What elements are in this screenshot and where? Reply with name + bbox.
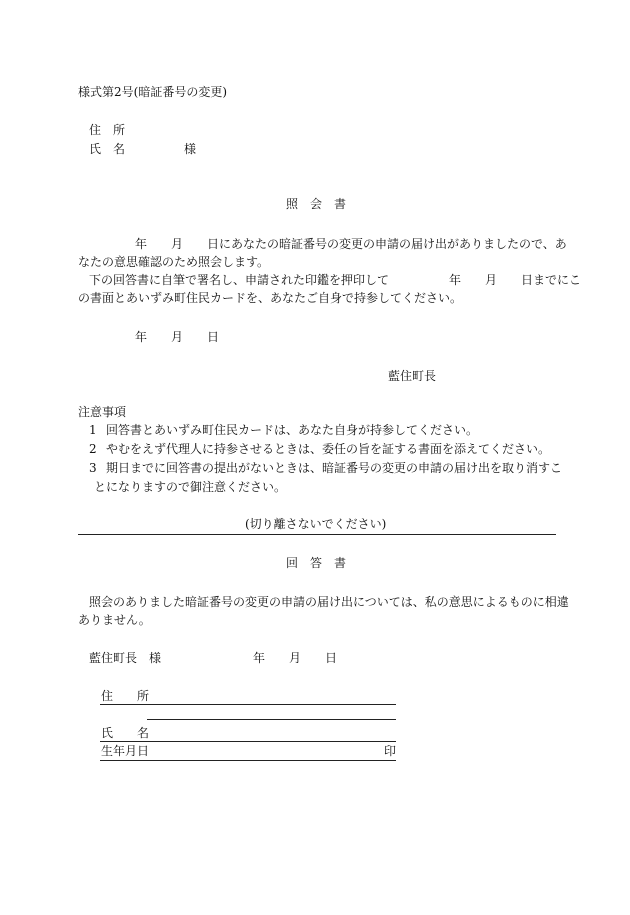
reply-body-line2: ありません。 [78,613,151,627]
cut-line-divider [78,534,556,535]
note-text: 期日までに回答書の提出がないときは、暗証番号の変更の申請の届け出を取り消すこ [106,461,563,475]
inquiry-date: 年 月 日 [135,330,220,344]
inquiry-para2-line1: 下の回答書に自筆で署名し、申請された印鑑を押印して 年 月 日までにこ [89,273,582,287]
note-text: やむをえず代理人に持参させるときは、委任の旨を証する書面を添えてください。 [106,442,551,456]
reply-body-line1: 照会のありました暗証番号の変更の申請の届け出については、私の意思によるものに相違 [89,595,569,609]
inquiry-title: 照 会 書 [286,197,347,211]
note-number: 3 [89,461,97,475]
address-continuation-underline [147,719,396,720]
seal-mark: 印 [384,744,397,758]
addressee-address-label: 住 所 [89,123,126,137]
notes-heading: 注意事項 [78,405,127,419]
form-label: 様式第2号(暗証番号の変更) [78,85,227,99]
reply-name-label: 氏 名 [101,726,150,740]
note-text-continuation: とになりますので御注意ください。 [94,480,287,494]
name-underline [100,741,396,742]
inquiry-para1-line1: 年 月 日にあなたの暗証番号の変更の申請の届け出がありましたので、あ [135,237,567,251]
reply-title: 回 答 書 [286,556,347,570]
note-number: 2 [89,442,97,456]
reply-date: 年 月 日 [253,651,338,665]
cut-notice: (切り離さないでください) [245,517,387,531]
address-underline [100,704,396,705]
reply-birthdate-label: 生年月日 [101,744,150,758]
addressee-name-label: 氏 名 [89,142,126,156]
inquiry-para1-line2: なたの意思確認のため照会します。 [78,255,270,269]
note-number: 1 [89,423,97,437]
note-text: 回答書とあいずみ町住民カードは、あなた自身が持参してください。 [106,423,479,437]
addressee-honorific: 様 [184,142,197,156]
inquiry-issuer: 藍住町長 [388,369,437,383]
reply-recipient: 藍住町長 様 [89,651,162,665]
inquiry-para2-line2: の書面とあいずみ町住民カードを、あなたご自身で持参してください。 [78,291,463,305]
reply-address-label: 住 所 [101,689,150,703]
birthdate-underline [100,760,396,761]
